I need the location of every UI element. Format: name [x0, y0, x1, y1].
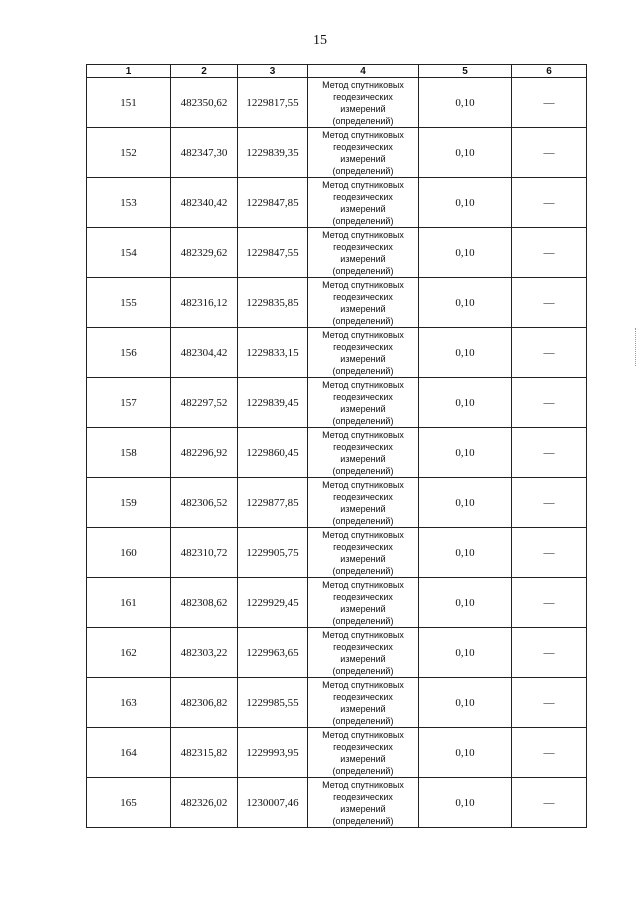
method-line: (определений) — [332, 315, 394, 326]
method-line: измерений — [340, 303, 386, 314]
y-coordinate-cell: 1229847,85 — [238, 178, 308, 228]
accuracy-cell: 0,10 — [419, 778, 512, 828]
y-coordinate-cell: 1229905,75 — [238, 528, 308, 578]
x-coordinate-cell: 482303,22 — [171, 628, 238, 678]
note-cell: — — [512, 378, 587, 428]
method-line: (определений) — [332, 615, 394, 626]
accuracy-cell: 0,10 — [419, 478, 512, 528]
method-line: Метод спутниковых — [322, 679, 404, 690]
accuracy-cell: 0,10 — [419, 378, 512, 428]
note-cell: — — [512, 678, 587, 728]
method-line: измерений — [340, 603, 386, 614]
method-line: геодезических — [333, 191, 393, 202]
method-cell — [308, 278, 419, 328]
method-line: измерений — [340, 253, 386, 264]
method-cell — [308, 478, 419, 528]
accuracy-cell: 0,10 — [419, 178, 512, 228]
method-line: (определений) — [332, 515, 394, 526]
method-cell — [308, 128, 419, 178]
method-cell — [308, 228, 419, 278]
note-cell: — — [512, 578, 587, 628]
table-row — [87, 378, 587, 428]
header-col-6: 6 — [512, 65, 587, 78]
method-line: измерений — [340, 203, 386, 214]
method-cell — [308, 528, 419, 578]
table-row — [87, 528, 587, 578]
method-line: измерений — [340, 703, 386, 714]
method-line: геодезических — [333, 641, 393, 652]
table-row — [87, 428, 587, 478]
table-row — [87, 478, 587, 528]
point-number-cell: 158 — [87, 428, 171, 478]
accuracy-cell: 0,10 — [419, 578, 512, 628]
table-row — [87, 328, 587, 378]
header-col-1: 1 — [87, 65, 171, 78]
table-row — [87, 778, 587, 828]
method-line: Метод спутниковых — [322, 579, 404, 590]
accuracy-cell: 0,10 — [419, 428, 512, 478]
method-line: измерений — [340, 753, 386, 764]
method-line: (определений) — [332, 415, 394, 426]
header-col-3: 3 — [238, 65, 308, 78]
table-row — [87, 578, 587, 628]
point-number-cell: 162 — [87, 628, 171, 678]
method-line: (определений) — [332, 815, 394, 826]
y-coordinate-cell: 1229860,45 — [238, 428, 308, 478]
note-cell: — — [512, 178, 587, 228]
x-coordinate-cell: 482315,82 — [171, 728, 238, 778]
method-line: (определений) — [332, 215, 394, 226]
note-cell: — — [512, 228, 587, 278]
table-row — [87, 278, 587, 328]
method-cell — [308, 78, 419, 128]
x-coordinate-cell: 482329,62 — [171, 228, 238, 278]
method-line: Метод спутниковых — [322, 729, 404, 740]
y-coordinate-cell: 1229993,95 — [238, 728, 308, 778]
method-line: Метод спутниковых — [322, 529, 404, 540]
note-cell: — — [512, 428, 587, 478]
method-line: (определений) — [332, 165, 394, 176]
method-line: измерений — [340, 553, 386, 564]
method-line: геодезических — [333, 141, 393, 152]
header-row — [87, 65, 587, 78]
accuracy-cell: 0,10 — [419, 328, 512, 378]
scan-edge-mark — [635, 328, 637, 366]
point-number-cell: 152 — [87, 128, 171, 178]
x-coordinate-cell: 482310,72 — [171, 528, 238, 578]
method-line: Метод спутниковых — [322, 229, 404, 240]
method-line: измерений — [340, 653, 386, 664]
method-cell — [308, 328, 419, 378]
method-line: геодезических — [333, 291, 393, 302]
y-coordinate-cell: 1229963,65 — [238, 628, 308, 678]
method-line: геодезических — [333, 541, 393, 552]
method-line: (определений) — [332, 365, 394, 376]
x-coordinate-cell: 482347,30 — [171, 128, 238, 178]
method-cell — [308, 578, 419, 628]
method-line: геодезических — [333, 91, 393, 102]
note-cell: — — [512, 78, 587, 128]
point-number-cell: 160 — [87, 528, 171, 578]
x-coordinate-cell: 482297,52 — [171, 378, 238, 428]
point-number-cell: 156 — [87, 328, 171, 378]
point-number-cell: 159 — [87, 478, 171, 528]
method-line: (определений) — [332, 465, 394, 476]
x-coordinate-cell: 482304,42 — [171, 328, 238, 378]
point-number-cell: 155 — [87, 278, 171, 328]
method-line: геодезических — [333, 741, 393, 752]
y-coordinate-cell: 1229847,55 — [238, 228, 308, 278]
x-coordinate-cell: 482326,02 — [171, 778, 238, 828]
x-coordinate-cell: 482306,52 — [171, 478, 238, 528]
accuracy-cell: 0,10 — [419, 628, 512, 678]
method-cell — [308, 678, 419, 728]
table-row — [87, 678, 587, 728]
note-cell: — — [512, 528, 587, 578]
method-cell — [308, 728, 419, 778]
point-number-cell: 153 — [87, 178, 171, 228]
y-coordinate-cell: 1230007,46 — [238, 778, 308, 828]
method-line: Метод спутниковых — [322, 279, 404, 290]
y-coordinate-cell: 1229839,35 — [238, 128, 308, 178]
note-cell: — — [512, 128, 587, 178]
x-coordinate-cell: 482316,12 — [171, 278, 238, 328]
method-line: измерений — [340, 153, 386, 164]
x-coordinate-cell: 482308,62 — [171, 578, 238, 628]
table-row — [87, 728, 587, 778]
point-number-cell: 164 — [87, 728, 171, 778]
method-line: геодезических — [333, 591, 393, 602]
table-body — [87, 78, 587, 828]
x-coordinate-cell: 482350,62 — [171, 78, 238, 128]
header-col-2: 2 — [171, 65, 238, 78]
note-cell: — — [512, 778, 587, 828]
x-coordinate-cell: 482296,92 — [171, 428, 238, 478]
method-line: Метод спутниковых — [322, 379, 404, 390]
method-line: (определений) — [332, 665, 394, 676]
coordinates-table — [86, 64, 587, 828]
method-line: Метод спутниковых — [322, 79, 404, 90]
y-coordinate-cell: 1229835,85 — [238, 278, 308, 328]
method-line: (определений) — [332, 765, 394, 776]
y-coordinate-cell: 1229877,85 — [238, 478, 308, 528]
y-coordinate-cell: 1229833,15 — [238, 328, 308, 378]
method-line: геодезических — [333, 341, 393, 352]
method-line: геодезических — [333, 441, 393, 452]
method-line: (определений) — [332, 265, 394, 276]
accuracy-cell: 0,10 — [419, 528, 512, 578]
accuracy-cell: 0,10 — [419, 278, 512, 328]
point-number-cell: 161 — [87, 578, 171, 628]
method-line: Метод спутниковых — [322, 479, 404, 490]
method-line: Метод спутниковых — [322, 429, 404, 440]
table-row — [87, 228, 587, 278]
method-line: геодезических — [333, 691, 393, 702]
accuracy-cell: 0,10 — [419, 678, 512, 728]
method-cell — [308, 178, 419, 228]
method-line: измерений — [340, 503, 386, 514]
method-cell — [308, 378, 419, 428]
point-number-cell: 163 — [87, 678, 171, 728]
point-number-cell: 151 — [87, 78, 171, 128]
y-coordinate-cell: 1229817,55 — [238, 78, 308, 128]
method-line: измерений — [340, 453, 386, 464]
method-line: (определений) — [332, 715, 394, 726]
method-line: измерений — [340, 403, 386, 414]
point-number-cell: 157 — [87, 378, 171, 428]
method-line: измерений — [340, 103, 386, 114]
table-row — [87, 178, 587, 228]
table-row — [87, 128, 587, 178]
method-line: измерений — [340, 353, 386, 364]
method-line: Метод спутниковых — [322, 629, 404, 640]
table-row — [87, 78, 587, 128]
method-line: Метод спутниковых — [322, 779, 404, 790]
point-number-cell: 165 — [87, 778, 171, 828]
accuracy-cell: 0,10 — [419, 728, 512, 778]
method-line: геодезических — [333, 391, 393, 402]
note-cell: — — [512, 478, 587, 528]
method-line: измерений — [340, 803, 386, 814]
x-coordinate-cell: 482340,42 — [171, 178, 238, 228]
accuracy-cell: 0,10 — [419, 78, 512, 128]
header-col-5: 5 — [419, 65, 512, 78]
method-line: геодезических — [333, 241, 393, 252]
method-line: геодезических — [333, 491, 393, 502]
method-line: геодезических — [333, 791, 393, 802]
header-col-4: 4 — [308, 65, 419, 78]
note-cell: — — [512, 278, 587, 328]
note-cell: — — [512, 728, 587, 778]
method-cell — [308, 778, 419, 828]
accuracy-cell: 0,10 — [419, 228, 512, 278]
method-line: Метод спутниковых — [322, 179, 404, 190]
method-cell — [308, 628, 419, 678]
x-coordinate-cell: 482306,82 — [171, 678, 238, 728]
note-cell: — — [512, 328, 587, 378]
point-number-cell: 154 — [87, 228, 171, 278]
table-header — [87, 65, 587, 78]
method-line: (определений) — [332, 115, 394, 126]
y-coordinate-cell: 1229985,55 — [238, 678, 308, 728]
page-number: 15 — [313, 33, 327, 48]
method-cell — [308, 428, 419, 478]
note-cell: — — [512, 628, 587, 678]
method-line: Метод спутниковых — [322, 329, 404, 340]
method-line: Метод спутниковых — [322, 129, 404, 140]
y-coordinate-cell: 1229839,45 — [238, 378, 308, 428]
y-coordinate-cell: 1229929,45 — [238, 578, 308, 628]
method-line: (определений) — [332, 565, 394, 576]
table-row — [87, 628, 587, 678]
accuracy-cell: 0,10 — [419, 128, 512, 178]
